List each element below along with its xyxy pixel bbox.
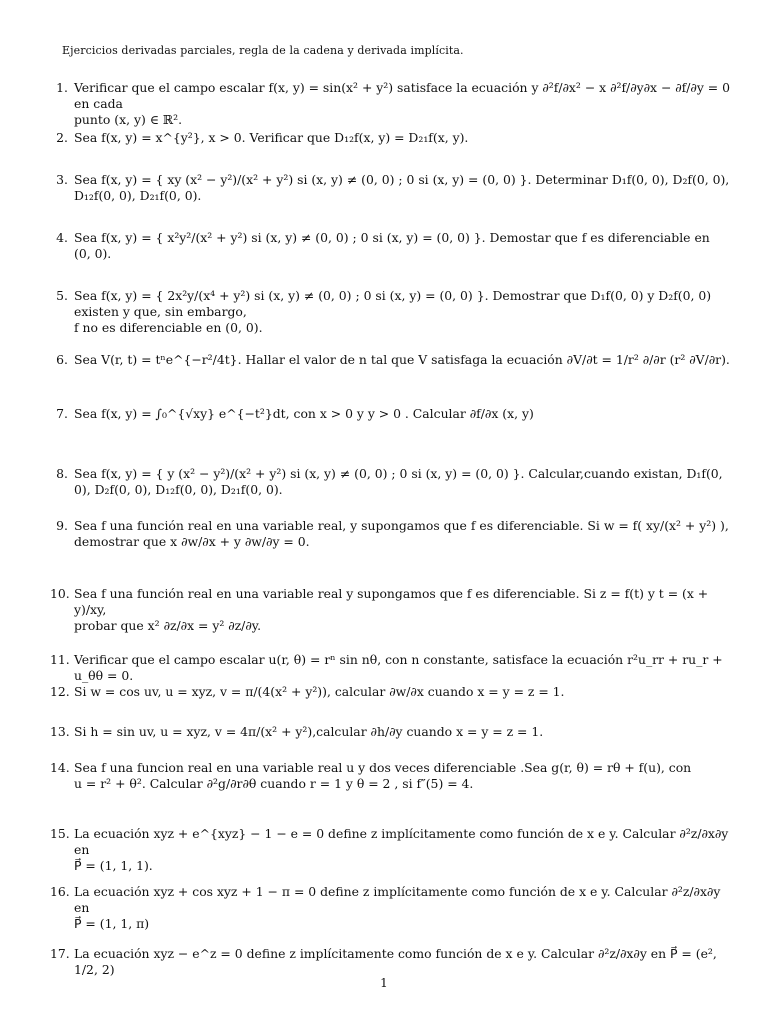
exercise-text: Sea V(r, t) = tⁿe^{−r²/4t}. Hallar el valor de n tal que V satisfaga la ecuación ∂V/∂t = 1/r² ∂/∂r (r² ∂V/∂r). [74,352,730,367]
exercise-number: 2. [56,130,68,145]
document-header: Ejercicios derivadas parciales, regla de la cadena y derivada implícita. [62,44,464,57]
exercise-text: Sea f(x, y) = { y (x² − y²)/(x² + y²) si (x, y) ≠ (0, 0) ; 0 si (x, y) = (0, 0) }. Calcular,cuando existan, D₁f(0, 0), D₂f(0, 0), D₁₂f(0, 0), D₂₁f(0, 0). [74,466,723,497]
exercise-text-cont: P⃗ = (1, 1, 1). [74,858,153,873]
exercise-number: 16. [50,884,70,899]
exercise-3 [50,172,730,204]
exercise-5 [50,288,730,336]
exercise-number: 7. [56,406,68,421]
exercise-text: Sea f(x, y) = { 2x²y/(x⁴ + y²) si (x, y) ≠ (0, 0) ; 0 si (x, y) = (0, 0) }. Demostrar que D₁f(0, 0) y D₂f(0, 0) existen y que, sin embargo, [74,288,712,319]
exercise-number: 8. [56,466,68,481]
exercise-number: 4. [56,230,68,245]
exercise-13 [50,724,730,740]
exercise-14 [50,760,730,792]
exercise-number: 3. [56,172,68,187]
exercise-text: Sea f(x, y) = x^{y²}, x > 0. Verificar que D₁₂f(x, y) = D₂₁f(x, y). [74,130,469,145]
exercise-text: Sea f una funcion real en una variable real u y dos veces diferenciable .Sea g(r, θ) = rθ + f(u), con [74,760,692,775]
exercise-text: Sea f una función real en una variable real, y supongamos que f es diferenciable. Si w = f( xy/(x² + y²) ), [74,518,729,533]
exercise-number: 11. [50,652,70,667]
exercise-text-cont: u = r² + θ². Calcular ∂²g/∂r∂θ cuando r = 1 y θ = 2 , si f″(5) = 4. [74,776,474,791]
exercise-number: 14. [50,760,70,775]
exercise-text: La ecuación xyz + e^{xyz} − 1 − e = 0 define z implícitamente como función de x e y. Calcular ∂²z/∂x∂y en [74,826,729,857]
exercise-text: Verificar que el campo escalar f(x, y) = sin(x² + y²) satisface la ecuación y ∂²f/∂x² − x ∂²f/∂y∂x − ∂f/∂y = 0 en cada [74,80,730,111]
exercise-number: 9. [56,518,68,533]
exercise-7 [50,406,730,422]
exercise-12 [50,684,730,700]
exercise-text-cont: f no es diferenciable en (0, 0). [74,320,263,335]
exercise-text: Sea f(x, y) = { x²y²/(x² + y²) si (x, y) ≠ (0, 0) ; 0 si (x, y) = (0, 0) }. Demostar que f es diferenciable en (0, 0). [74,230,710,261]
page-number: 1 [380,976,388,990]
exercise-text: Si h = sin uv, u = xyz, v = 4π/(x² + y²),calcular ∂h/∂y cuando x = y = z = 1. [74,724,544,739]
exercise-16 [50,884,730,932]
exercise-10 [50,586,730,634]
exercise-number: 1. [56,80,68,95]
exercise-number: 15. [50,826,70,841]
exercise-text-cont: P⃗ = (1, 1, π) [74,916,150,931]
exercise-number: 6. [56,352,68,367]
exercise-9 [50,518,730,550]
exercise-text: La ecuación xyz − e^z = 0 define z implícitamente como función de x e y. Calcular ∂²z/∂x∂y en P⃗ = (e², 1/2, 2) [74,946,717,977]
exercise-17 [50,946,730,978]
exercise-text: Sea f(x, y) = { xy (x² − y²)/(x² + y²) si (x, y) ≠ (0, 0) ; 0 si (x, y) = (0, 0) }. Determinar D₁f(0, 0), D₂f(0, 0), D₁₂f(0, 0), D₂₁f(0, 0). [74,172,730,203]
exercise-number: 5. [56,288,68,303]
exercise-number: 10. [50,586,70,601]
exercise-15 [50,826,730,874]
exercise-text: Si w = cos uv, u = xyz, v = π/(4(x² + y²)), calcular ∂w/∂x cuando x = y = z = 1. [74,684,565,699]
exercise-11 [50,652,730,684]
exercise-2 [50,130,730,146]
exercise-text: Sea f(x, y) = ∫₀^{√xy} e^{−t²}dt, con x > 0 y y > 0 . Calcular ∂f/∂x (x, y) [74,406,534,421]
exercise-text-cont: probar que x² ∂z/∂x = y² ∂z/∂y. [74,618,262,633]
exercise-4 [50,230,730,262]
exercise-text-cont: demostrar que x ∂w/∂x + y ∂w/∂y = 0. [74,534,310,549]
exercise-8 [50,466,730,498]
exercise-number: 12. [50,684,70,699]
exercise-text: La ecuación xyz + cos xyz + 1 − π = 0 define z implícitamente como función de x e y. Calcular ∂²z/∂x∂y en [74,884,721,915]
exercise-number: 17. [50,946,70,961]
exercise-6 [50,352,730,368]
exercise-text-cont: punto (x, y) ∈ ℝ². [74,112,183,127]
exercise-1 [50,80,730,128]
exercise-text: Verificar que el campo escalar u(r, θ) = rⁿ sin nθ, con n constante, satisface la ecuación r²u_rr + ru_r + u_θθ = 0. [74,652,723,683]
exercise-number: 13. [50,724,70,739]
exercise-text: Sea f una función real en una variable real y supongamos que f es diferenciable. Si z = f(t) y t = (x + y)/xy, [74,586,709,617]
